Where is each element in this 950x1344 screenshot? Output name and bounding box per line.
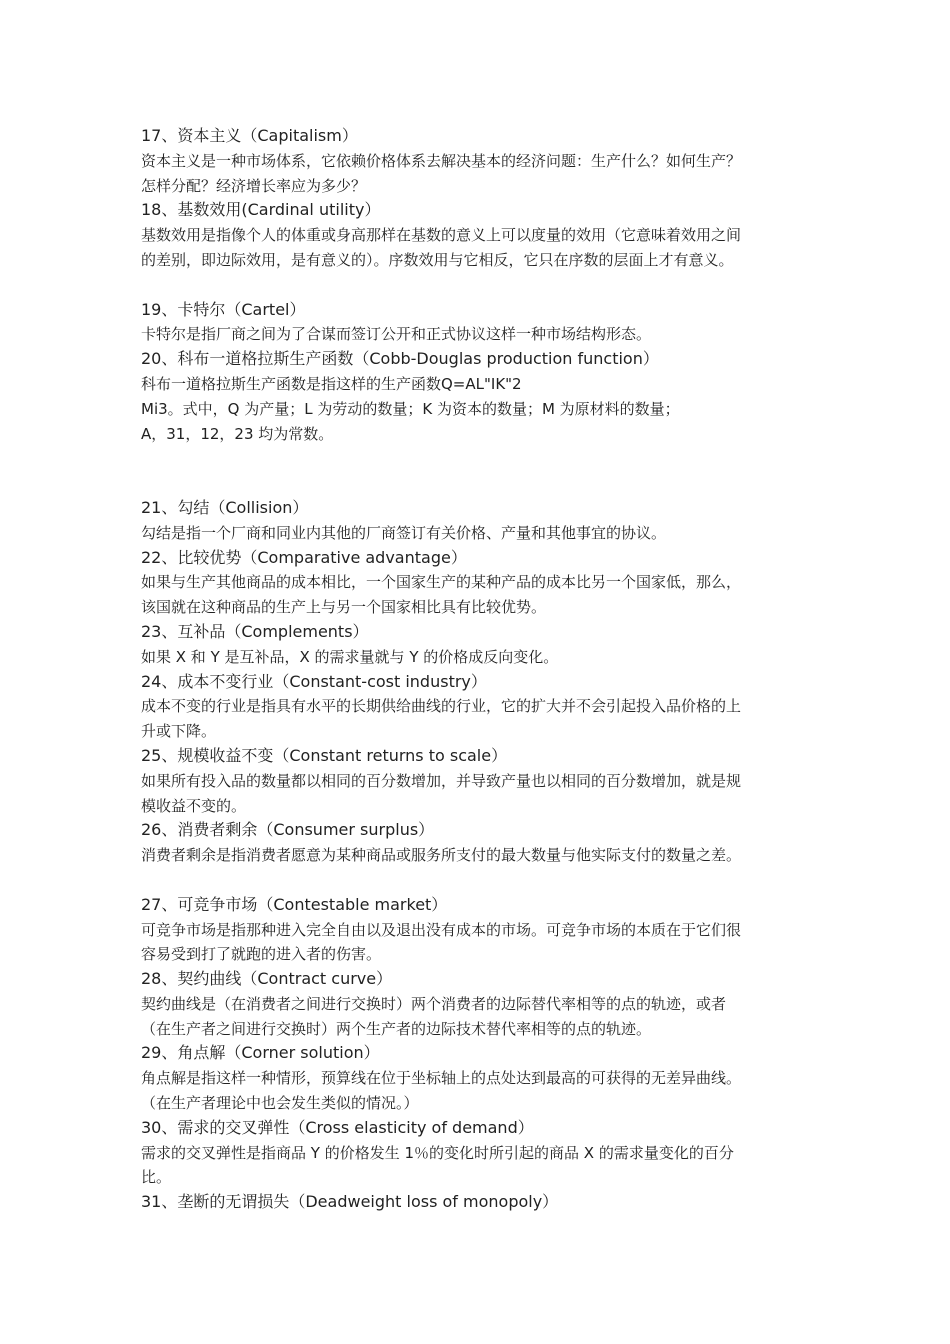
definition-text: 比。 — [141, 1168, 172, 1187]
definition-text: （在生产者之间进行交换时）两个生产者的边际技术替代率相等的点的轨迹。 — [141, 1019, 652, 1038]
term-heading: 18、基数效用(Cardinal utility） — [141, 200, 381, 220]
definition-text: 消费者剩余是指消费者愿意为某种商品或服务所支付的最大数量与他实际支付的数量之差。 — [141, 846, 742, 865]
definition-text: 怎样分配？经济增长率应为多少？ — [141, 176, 367, 195]
definition-text: 如果 X 和 Y 是互补品，X 的需求量就与 Y 的价格成反向变化。 — [141, 647, 559, 666]
term-heading: 29、角点解（Corner solution） — [141, 1043, 380, 1063]
blank-line — [141, 446, 817, 471]
definition-text: 该国就在这种商品的生产上与另一个国家相比具有比较优势。 — [141, 598, 547, 617]
definition-text: 需求的交叉弹性是指商品 Y 的价格发生 1％的变化时所引起的商品 X 的需求量变化的百分 — [141, 1143, 734, 1162]
definition-text: 成本不变的行业是指具有水平的长期供给曲线的行业，它的扩大并不会引起投入品价格的上 — [141, 697, 742, 716]
term-heading: 24、成本不变行业（Constant-cost industry） — [141, 671, 487, 691]
definition-text: 角点解是指这样一种情形，预算线在位于坐标轴上的点处达到最高的可获得的无差异曲线。 — [141, 1069, 742, 1088]
definition-text: 如果所有投入品的数量都以相同的百分数增加，并导致产量也以相同的百分数增加，就是规 — [141, 771, 742, 790]
term-heading: 25、规模收益不变（Constant returns to scale） — [141, 745, 508, 765]
definition-text: 勾结是指一个厂商和同业内其他的厂商签订有关价格、产量和其他事宜的协议。 — [141, 523, 667, 542]
definition-text: 的差别，即边际效用，是有意义的）。序数效用与它相反，它只在序数的层面上才有意义。 — [141, 250, 734, 269]
definition-text: 基数效用是指像个人的体重或身高那样在基数的意义上可以度量的效用（它意味着效用之间 — [141, 226, 742, 245]
document-body — [141, 124, 817, 1215]
blank-line — [141, 471, 817, 496]
definition-text: 资本主义是一种市场体系，它依赖价格体系去解决基本的经济问题：生产什么？如何生产？ — [141, 151, 742, 170]
term-heading: 19、卡特尔（Cartel） — [141, 299, 306, 319]
definition-text: 升或下降。 — [141, 722, 217, 741]
term-heading: 28、契约曲线（Contract curve） — [141, 969, 393, 989]
definition-text: 科布一道格拉斯生产函数是指这样的生产函数Q=AL"IK"2 — [141, 374, 522, 393]
term-heading: 23、互补品（Complements） — [141, 621, 369, 641]
blank-line — [141, 868, 817, 893]
term-heading: 22、比较优势（Comparative advantage） — [141, 547, 467, 567]
definition-text: 如果与生产其他商品的成本相比，一个国家生产的某种产品的成本比另一个国家低，那么， — [141, 573, 742, 592]
blank-line — [141, 273, 817, 298]
term-heading: 21、勾结（Collision） — [141, 497, 309, 517]
term-heading: 20、科布一道格拉斯生产函数（Cobb-Douglas production function） — [141, 349, 659, 369]
definition-text: 契约曲线是（在消费者之间进行交换时）两个消费者的边际替代率相等的点的轨迹，或者 — [141, 994, 727, 1013]
definition-text: Mi3。式中，Q 为产量；L 为劳动的数量；K 为资本的数量；M 为原材料的数量； — [141, 399, 680, 418]
definition-text: 可竞争市场是指那种进入完全自由以及退出没有成本的市场。可竞争市场的本质在于它们很 — [141, 920, 742, 939]
definition-text: （在生产者理论中也会发生类似的情况。） — [141, 1094, 419, 1113]
term-heading: 30、需求的交叉弹性（Cross elasticity of demand） — [141, 1117, 534, 1137]
definition-text: 卡特尔是指厂商之间为了合谋而签订公开和正式协议这样一种市场结构形态。 — [141, 325, 652, 344]
term-heading: 31、垄断的无谓损失（Deadweight loss of monopoly） — [141, 1192, 559, 1212]
definition-text: 容易受到打了就跑的进入者的伤害。 — [141, 945, 382, 964]
definition-text: A，31，12，23 均为常数。 — [141, 424, 334, 443]
term-heading: 26、消费者剩余（Consumer surplus） — [141, 820, 435, 840]
term-heading: 27、可竞争市场（Contestable market） — [141, 894, 448, 914]
definition-text: 模收益不变的。 — [141, 796, 247, 815]
term-heading: 17、资本主义（Capitalism） — [141, 126, 358, 145]
